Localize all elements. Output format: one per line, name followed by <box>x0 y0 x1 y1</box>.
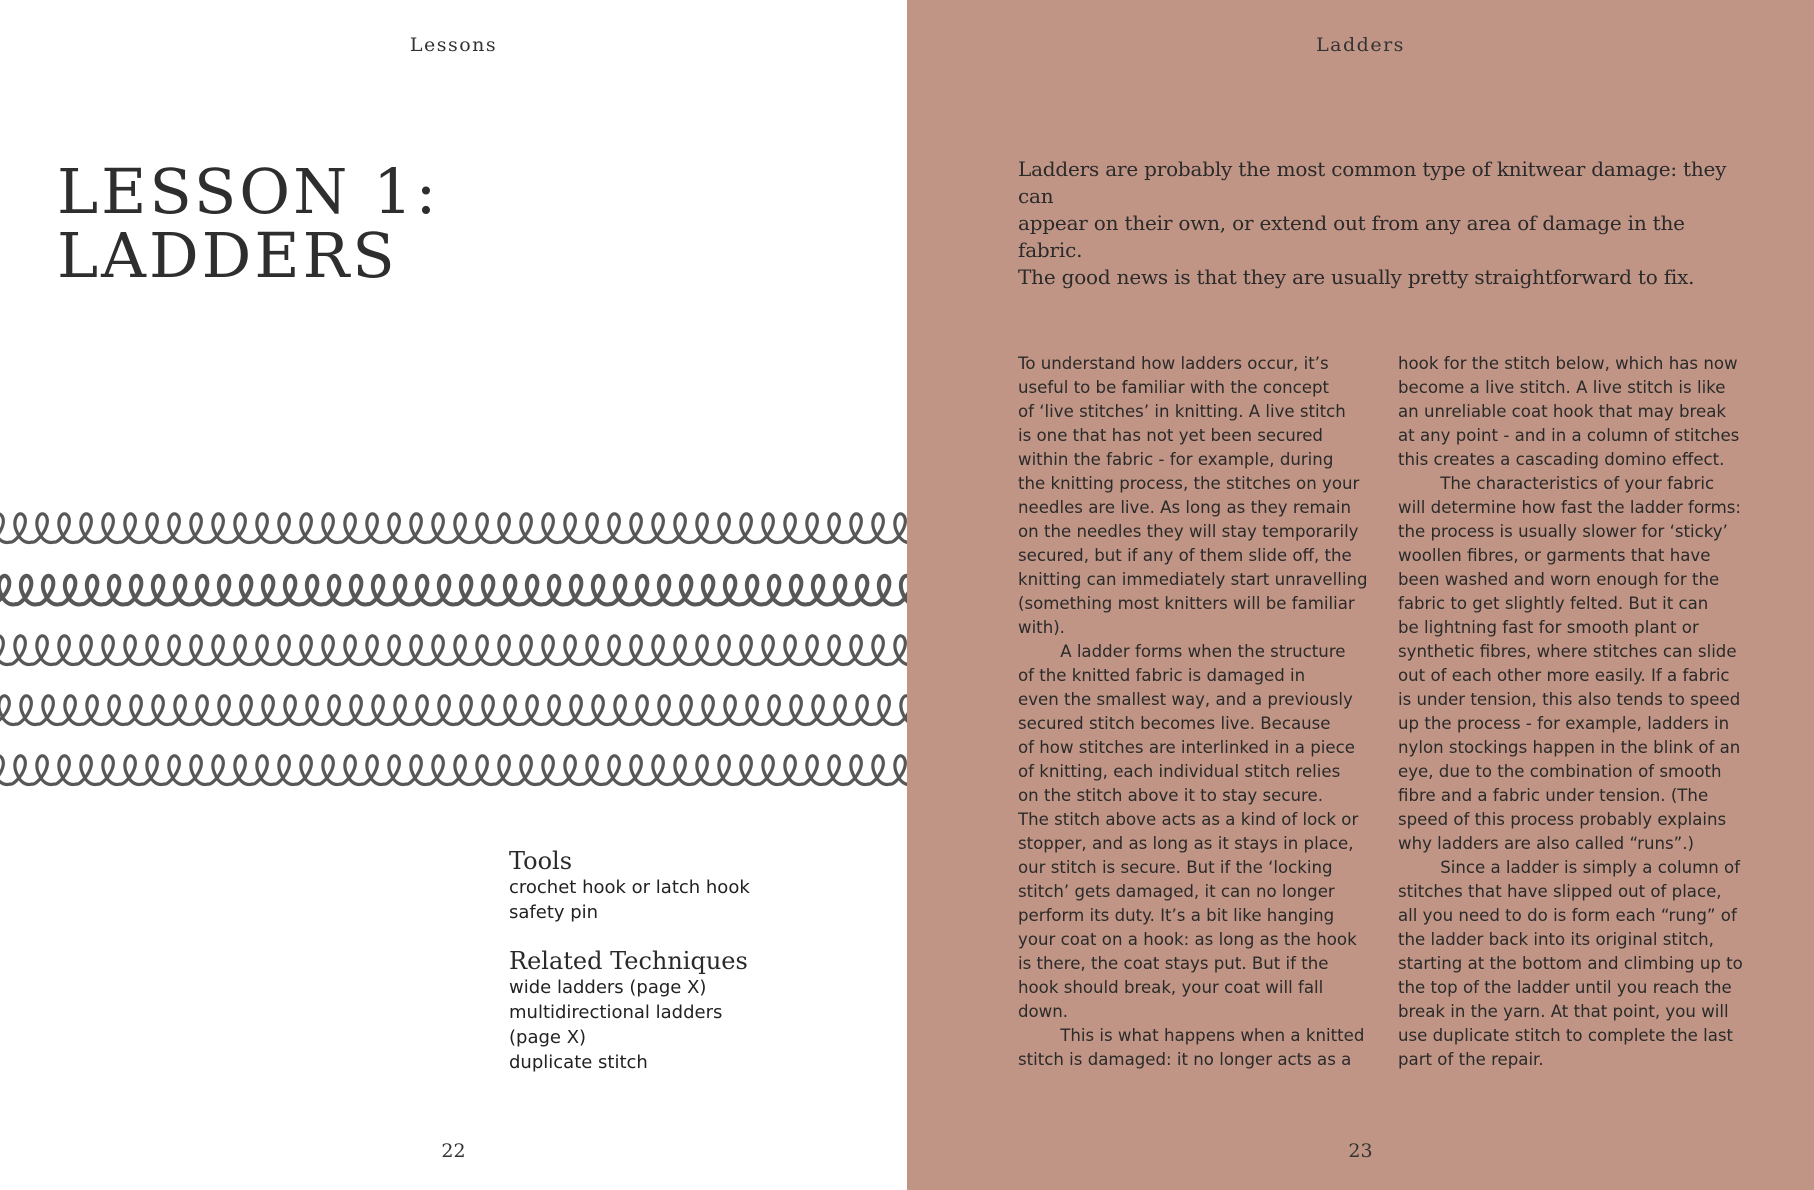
body-text-line: of how stitches are interlinked in a piece <box>1018 738 1355 757</box>
body-text-line: this creates a cascading domino effect. <box>1398 450 1725 469</box>
body-text-line: is there, the coat stays put. But if the <box>1018 954 1329 973</box>
body-text-line: become a live stitch. A live stitch is like <box>1398 378 1726 397</box>
lesson-sidebar <box>509 847 829 1075</box>
body-text-line: perform its duty. It’s a bit like hanging <box>1018 906 1335 925</box>
body-text-line: the knitting process, the stitches on your <box>1018 474 1360 493</box>
yarn-loop-row <box>0 756 907 785</box>
body-text-line: The characteristics of your fabric <box>1398 474 1715 493</box>
body-text-line: our stitch is secure. But if the ‘locking <box>1018 858 1333 877</box>
body-text-line: even the smallest way, and a previously <box>1018 690 1353 709</box>
body-text-line: is one that has not yet been secured <box>1018 426 1323 445</box>
body-text-line: break in the yarn. At that point, you will <box>1398 1002 1729 1021</box>
body-text-line: within the fabric - for example, during <box>1018 450 1334 469</box>
body-text-line: A ladder forms when the structure <box>1018 642 1346 661</box>
intro-line: Ladders are probably the most common type of knitwear damage: they can <box>1018 157 1727 208</box>
page-number-right: 23 <box>1348 1140 1373 1162</box>
yarn-loop-row <box>0 514 907 543</box>
body-text-line: up the process - for example, ladders in <box>1398 714 1730 733</box>
body-text-line: secured, but if any of them slide off, the <box>1018 546 1352 565</box>
body-text-line: the ladder back into its original stitch, <box>1398 930 1714 949</box>
body-text-line: been washed and worn enough for the <box>1398 570 1720 589</box>
body-text-line: hook for the stitch below, which has now <box>1398 354 1738 373</box>
body-text-line: eye, due to the combination of smooth <box>1398 762 1722 781</box>
related-techniques-heading: Related Techniques <box>509 947 748 975</box>
body-text-line: knitting can immediately start unravelling <box>1018 570 1368 589</box>
intro-paragraph <box>1018 156 1738 291</box>
body-text-line: This is what happens when a knitted <box>1018 1026 1365 1045</box>
body-text-line: an unreliable coat hook that may break <box>1398 402 1726 421</box>
body-text-line: (something most knitters will be familiar <box>1018 594 1355 613</box>
body-text-line: your coat on a hook: as long as the hook <box>1018 930 1357 949</box>
body-text-line: The stitch above acts as a kind of lock or <box>1018 810 1359 829</box>
body-text-line: be lightning fast for smooth plant or <box>1398 618 1699 637</box>
tools-heading: Tools <box>509 847 573 875</box>
body-text-line: Since a ladder is simply a column of <box>1398 858 1741 877</box>
intro-line: The good news is that they are usually pretty straightforward to fix. <box>1018 265 1695 289</box>
body-text-line: fabric to get slightly felted. But it can <box>1398 594 1709 613</box>
body-text-line: hook should break, your coat will fall <box>1018 978 1324 997</box>
body-text-line: useful to be familiar with the concept <box>1018 378 1329 397</box>
intro-line: appear on their own, or extend out from any area of damage in the fabric. <box>1018 211 1685 262</box>
yarn-loop-row <box>0 636 907 665</box>
tool-item: safety pin <box>509 902 599 923</box>
yarn-loops-illustration <box>0 500 907 802</box>
right-page <box>907 0 1814 1190</box>
body-text-line: starting at the bottom and climbing up to <box>1398 954 1743 973</box>
body-text-line: stitch is damaged: it no longer acts as a <box>1018 1050 1352 1069</box>
body-text-line: the process is usually slower for ‘sticky’ <box>1398 522 1728 541</box>
page-number-left: 22 <box>441 1140 466 1162</box>
body-text-line: synthetic fibres, where stitches can slide <box>1398 642 1737 661</box>
body-text-line: nylon stockings happen in the blink of an <box>1398 738 1741 757</box>
body-text-line: is under tension, this also tends to speed <box>1398 690 1741 709</box>
lesson-title <box>57 155 440 292</box>
tool-item: crochet hook or latch hook <box>509 877 750 898</box>
body-text-line: of the knitted fabric is damaged in <box>1018 666 1306 685</box>
body-text-line: To understand how ladders occur, it’s <box>1018 354 1329 373</box>
body-text-line: secured stitch becomes live. Because <box>1018 714 1331 733</box>
body-text-line: on the stitch above it to stay secure. <box>1018 786 1323 805</box>
body-text-line: out of each other more easily. If a fabric <box>1398 666 1730 685</box>
body-text-line: stitches that have slipped out of place, <box>1398 882 1722 901</box>
body-text-line: on the needles they will stay temporarily <box>1018 522 1359 541</box>
related-technique-item: wide ladders (page X) <box>509 977 707 998</box>
body-text-line: stitch’ gets damaged, it can no longer <box>1018 882 1335 901</box>
body-text-line: use duplicate stitch to complete the last <box>1398 1026 1734 1045</box>
body-text-line: needles are live. As long as they remain <box>1018 498 1352 517</box>
body-column-left <box>1018 352 1390 1072</box>
running-head-right: Ladders <box>1316 34 1405 56</box>
body-text-line: will determine how fast the ladder forms: <box>1398 498 1741 517</box>
body-text-line: stopper, and as long as it stays in place, <box>1018 834 1354 853</box>
body-text-line: the top of the ladder until you reach the <box>1398 978 1732 997</box>
body-text-line: of knitting, each individual stitch relies <box>1018 762 1341 781</box>
lesson-title-line-1: LESSON 1: <box>57 155 440 228</box>
related-technique-item: multidirectional ladders <box>509 1002 723 1023</box>
body-text-line: why ladders are also called “runs”.) <box>1398 834 1695 853</box>
body-text-line: with). <box>1018 618 1065 637</box>
related-technique-item: (page X) <box>509 1027 587 1048</box>
body-text-line: at any point - and in a column of stitches <box>1398 426 1740 445</box>
yarn-loop-row <box>0 576 907 605</box>
related-technique-item: duplicate stitch <box>509 1052 648 1073</box>
body-text-line: down. <box>1018 1002 1069 1021</box>
running-head-left: Lessons <box>409 34 498 56</box>
body-text-line: fibre and a fabric under tension. (The <box>1398 786 1709 805</box>
body-column-right <box>1398 352 1770 1072</box>
body-text-line: part of the repair. <box>1398 1050 1544 1069</box>
yarn-loop-row <box>0 696 907 725</box>
body-text-line: all you need to do is form each “rung” of <box>1398 906 1737 925</box>
body-text-line: speed of this process probably explains <box>1398 810 1727 829</box>
body-text-line: woollen fibres, or garments that have <box>1398 546 1711 565</box>
lesson-title-line-2: LADDERS <box>57 219 398 292</box>
body-text-line: of ‘live stitches’ in knitting. A live stitch <box>1018 402 1346 421</box>
